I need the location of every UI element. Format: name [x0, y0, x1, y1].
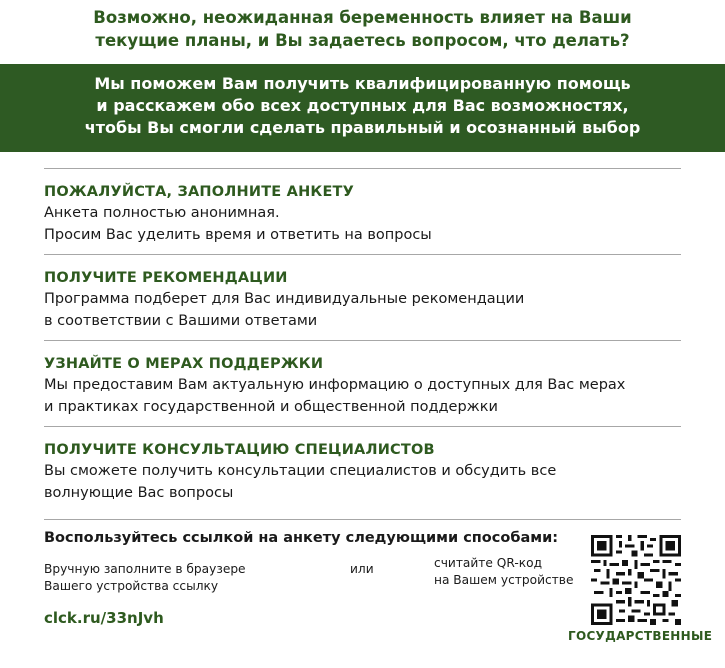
- step-title: ПОЖАЛУЙСТА, ЗАПОЛНИТЕ АНКЕТУ: [44, 184, 355, 200]
- step-support-measures: [44, 340, 681, 426]
- help-banner: [0, 64, 725, 152]
- manual-instructions: [44, 561, 246, 595]
- manual-line-2: Вашего устройства ссылку: [44, 579, 219, 593]
- banner-line-1: Мы поможем Вам получить квалифицированную помощь: [94, 74, 631, 93]
- qr-instructions: [434, 555, 573, 589]
- qr-line-1: считайте QR-код: [434, 556, 542, 570]
- ways-heading: Воспользуйтесь ссылкой на анкету следующими способами:: [44, 530, 559, 546]
- or-label: или: [350, 562, 374, 576]
- step-text-line: Мы предоставим Вам актуальную информацию о доступных для Вас мерах: [44, 377, 626, 393]
- step-title: ПОЛУЧИТЕ РЕКОМЕНДАЦИИ: [44, 270, 288, 286]
- brand-label: ГОСУДАРСТВЕННЫЕ: [568, 629, 713, 643]
- step-recommendations: [44, 254, 681, 340]
- step-text-line: волнующие Вас вопросы: [44, 485, 234, 501]
- qr-line-2: на Вашем устройстве: [434, 573, 574, 587]
- step-text-line: в соответствии с Вашими ответами: [44, 313, 318, 329]
- step-text-line: Программа подберет для Вас индивидуальные рекомендации: [44, 291, 525, 307]
- step-text-line: Вы сможете получить консультации специалистов и обсудить все: [44, 463, 557, 479]
- step-title: УЗНАЙТЕ О МЕРАХ ПОДДЕРЖКИ: [44, 356, 324, 372]
- intro-heading: [0, 0, 725, 62]
- banner-line-2: и расскажем обо всех доступных для Вас возможностях,: [96, 96, 629, 115]
- intro-line-2: текущие планы, и Вы задаетесь вопросом, что делать?: [95, 31, 630, 50]
- step-text-line: Просим Вас уделить время и ответить на вопросы: [44, 227, 432, 243]
- banner-line-3: чтобы Вы смогли сделать правильный и осознанный выбор: [84, 118, 641, 137]
- intro-line-1: Возможно, неожиданная беременность влияет на Ваши: [93, 8, 632, 27]
- step-text-line: и практиках государственной и общественной поддержки: [44, 399, 498, 415]
- survey-link[interactable]: clck.ru/33nJvh: [44, 609, 164, 627]
- step-fill-survey: [44, 168, 681, 254]
- step-text-line: Анкета полностью анонимная.: [44, 205, 280, 221]
- steps-list: [44, 168, 681, 512]
- section-divider: [44, 519, 681, 520]
- step-consultation: [44, 426, 681, 512]
- qr-code-icon[interactable]: [591, 535, 681, 625]
- manual-line-1: Вручную заполните в браузере: [44, 562, 246, 576]
- step-title: ПОЛУЧИТЕ КОНСУЛЬТАЦИЮ СПЕЦИАЛИСТОВ: [44, 442, 435, 458]
